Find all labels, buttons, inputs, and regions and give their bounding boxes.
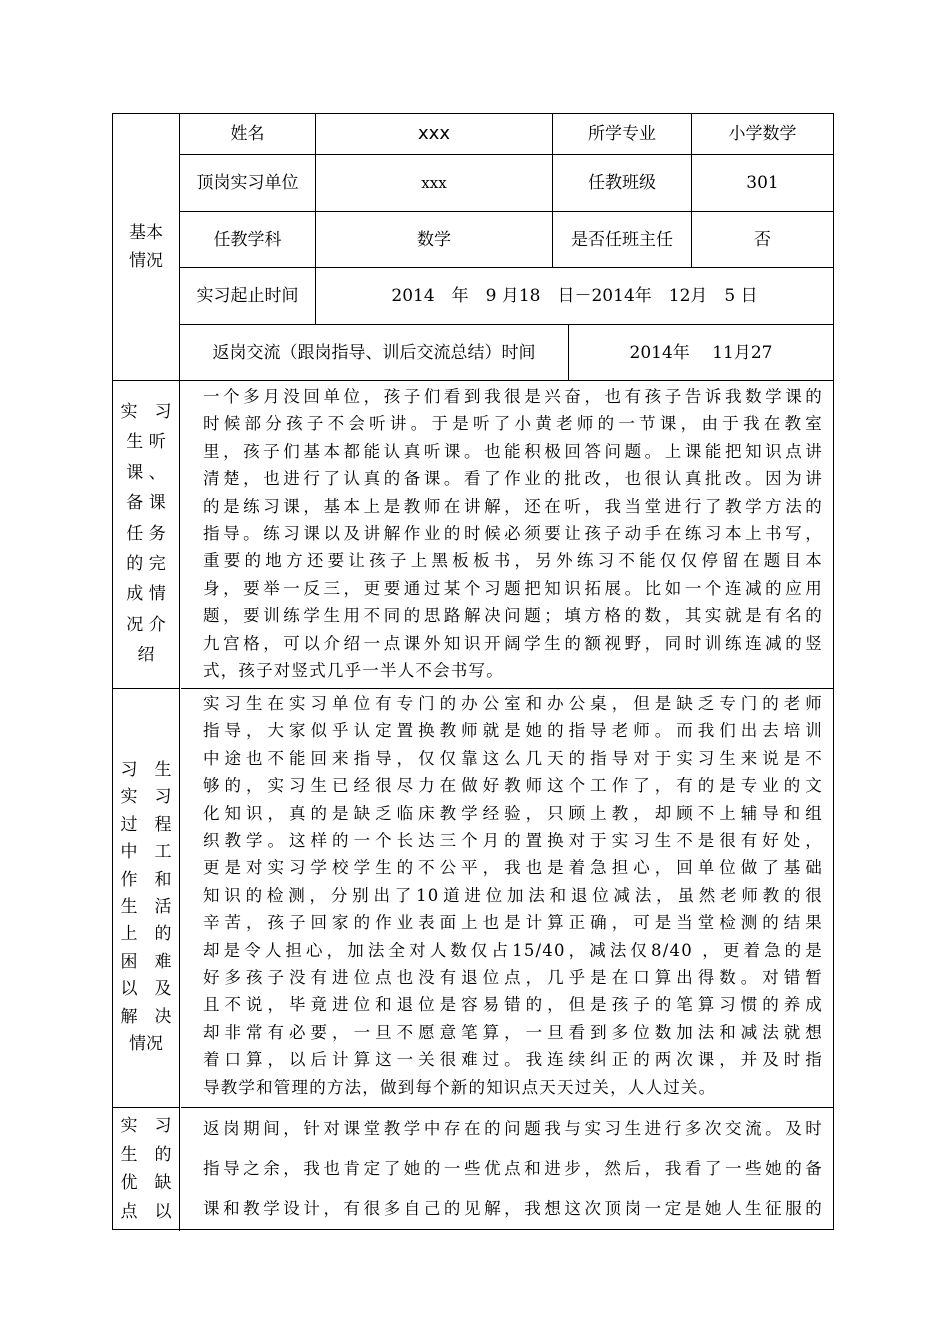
section2-label-char-8: 困 难 bbox=[120, 951, 172, 972]
section1-line-7: 重要的地方还要让孩子上黑板板书，另外练习不能仅仅停留在题目本 bbox=[203, 551, 823, 571]
section2-label-char-6: 生 活 bbox=[120, 897, 172, 918]
section3-label-char-1: 实 习 bbox=[120, 1116, 172, 1136]
unit-label: 顶岗实习单位 bbox=[180, 155, 316, 212]
section2-line-12: 且不说，毕竟进位和退位是容易错的，但是孩子的笔算习惯的养成 bbox=[203, 995, 823, 1015]
section2-label-char-2: 实 习 bbox=[120, 787, 172, 808]
basic-label-line-2: 情况 bbox=[129, 251, 163, 271]
section2-label bbox=[113, 689, 180, 1108]
section3-text bbox=[181, 1108, 833, 1231]
section3-line-1: 返岗期间，针对课堂教学中存在的问题我与实习生进行多次交流。及时 bbox=[203, 1119, 823, 1138]
basic-info-section-label bbox=[113, 114, 180, 381]
section1-line-11: 式，孩子对竖式几乎一半人不会书写。 bbox=[203, 661, 504, 681]
internship-form-table bbox=[112, 113, 834, 1230]
return-label: 返岗交流（跟岗指导、训后交流总结）时间 bbox=[180, 325, 569, 381]
section1-line-6: 指导。练习课以及讲解作业的时候必须要让孩子动手在练习本上书写， bbox=[203, 524, 823, 544]
section2-label-char-5: 作 和 bbox=[120, 869, 172, 890]
section1-line-8: 身，要举一反三，更要通过某个习题把知识拓展。比如一个连减的应用 bbox=[203, 578, 823, 598]
section1-label-char-4: 备 课 bbox=[126, 493, 166, 514]
section2-label-char-11: 情况 bbox=[129, 1034, 163, 1055]
head-teacher-value: 否 bbox=[692, 212, 833, 268]
section1-label-char-3: 课 、 bbox=[126, 462, 166, 483]
section2-line-4: 够的，实习生已经很尽力在做好教师这个工作了，有的是专业的文 bbox=[203, 776, 823, 796]
subject-label: 任教学科 bbox=[180, 212, 316, 268]
head-teacher-label: 是否任班主任 bbox=[553, 212, 692, 268]
section1-label-char-9: 绍 bbox=[137, 645, 155, 666]
section3-label bbox=[113, 1108, 180, 1231]
section2-label-char-7: 上 的 bbox=[120, 924, 172, 945]
section2-text bbox=[181, 689, 833, 1108]
period-label: 实习起止时间 bbox=[180, 268, 316, 325]
section1-label-char-7: 成 情 bbox=[126, 584, 166, 605]
basic-label-line-1: 基本 bbox=[129, 223, 163, 243]
section1-line-3: 里，孩子们基本都能认真听课。也能积极回答问题。上课能把知识点讲 bbox=[203, 441, 823, 461]
section1-label-char-6: 的 完 bbox=[126, 554, 166, 575]
section2-label-char-9: 以 及 bbox=[120, 979, 172, 1000]
table-bottom-border bbox=[112, 1229, 834, 1230]
section3-line-3: 课和教学设计，有很多自己的见解，我想这次顶岗一定是她人生征服的 bbox=[203, 1199, 823, 1218]
section1-line-4: 清楚，也进行了认真的备课。看了作业的批改，也很认真批改。因为讲 bbox=[203, 469, 823, 489]
section2-line-11: 好多孩子没有进位点也没有退位点，几乎是在口算出得数。对错暂 bbox=[203, 968, 823, 988]
name-value: xxx bbox=[316, 114, 553, 155]
section3-label-char-2: 生 的 bbox=[120, 1144, 172, 1165]
section2-label-char-3: 过 程 bbox=[120, 814, 172, 835]
section1-line-5: 的是练习课，基本上是教师在讲解，还在听，我当堂进行了教学方法的 bbox=[203, 496, 823, 516]
section3-label-char-4: 点 以 bbox=[120, 1201, 172, 1222]
section2-label-char-10: 解 决 bbox=[120, 1006, 172, 1027]
section2-line-3: 中途也不能回来指导，仅仅靠这么几天的指导对于实习生来说是不 bbox=[203, 748, 823, 768]
section2-line-9: 辛苦，孩子回家的作业表面上也是计算正确，可是当堂检测的结果 bbox=[203, 913, 823, 933]
section2-line-2: 指导，大家似乎认定置换教师就是她的指导老师。而我们出去培训 bbox=[203, 721, 823, 741]
section3-line-2: 指导之余，我也肯定了她的一些优点和进步，然后，我看了一些她的备 bbox=[203, 1159, 823, 1178]
section2-line-13: 却非常有必要，一旦不愿意笔算，一旦看到多位数加法和减法就想 bbox=[203, 1022, 823, 1042]
name-label: 姓名 bbox=[180, 114, 316, 155]
section3-label-char-3: 优 缺 bbox=[120, 1173, 172, 1193]
class-value: 301 bbox=[692, 155, 833, 212]
section2-line-7: 更是对实习学校学生的不公平，我也是着急担心，回单位做了基础 bbox=[203, 858, 823, 878]
section1-line-9: 题，要训练学生用不同的思路解决问题；填方格的数，其实就是有名的 bbox=[203, 606, 823, 626]
period-value: 2014 年 9 月18 日－2014年 12月 5 日 bbox=[316, 268, 833, 325]
section1-line-2: 时候部分孩子不会听讲。于是听了小黄老师的一节课，由于我在教室 bbox=[203, 414, 823, 434]
section2-label-char-4: 中 工 bbox=[120, 842, 172, 863]
class-label: 任教班级 bbox=[553, 155, 692, 212]
unit-value: xxx bbox=[316, 155, 553, 212]
major-value: 小学数学 bbox=[692, 114, 833, 155]
section1-label-char-8: 况 介 bbox=[126, 614, 166, 635]
section2-line-1: 实习生在实习单位有专门的办公室和办公桌，但是缺乏专门的老师 bbox=[203, 694, 823, 713]
section1-label-char-5: 任 务 bbox=[126, 523, 166, 544]
section2-line-14: 着口算，以后计算这一关很难过。我连续纠正的两次课，并及时指 bbox=[203, 1050, 823, 1070]
section2-line-5: 化知识，真的是缺乏临床教学经验，只顾上教，却顾不上辅导和组 bbox=[203, 803, 823, 823]
subject-value: 数学 bbox=[316, 212, 553, 268]
section1-line-1: 一个多月没回单位，孩子们看到我很是兴奋，也有孩子告诉我数学课的 bbox=[203, 387, 823, 406]
major-label: 所学专业 bbox=[553, 114, 692, 155]
section1-label-char-1: 实 习 bbox=[120, 402, 172, 422]
section1-label-char-2: 生 听 bbox=[126, 432, 166, 453]
section2-label-char-1: 习 生 bbox=[120, 760, 172, 780]
section1-line-10: 九宫格，可以介绍一点课外知识开阔学生的额视野，同时训练连减的竖 bbox=[203, 633, 823, 653]
section2-line-15: 导教学和管理的方法，做到每个新的知识点天天过关，人人过关。 bbox=[203, 1077, 717, 1097]
return-value: 2014年 11月27 bbox=[569, 325, 833, 381]
section2-line-6: 织教学。这样的一个长达三个月的置换对于实习生不是很有好处， bbox=[203, 831, 823, 851]
section1-text bbox=[181, 381, 833, 689]
section2-line-10: 却是令人担心，加法全对人数仅占15/40，减法仅8/40 ，更着急的是 bbox=[203, 940, 823, 960]
section1-label bbox=[113, 381, 180, 689]
section2-line-8: 知识的检测，分别出了10道进位加法和退位减法，虽然老师教的很 bbox=[203, 885, 823, 905]
